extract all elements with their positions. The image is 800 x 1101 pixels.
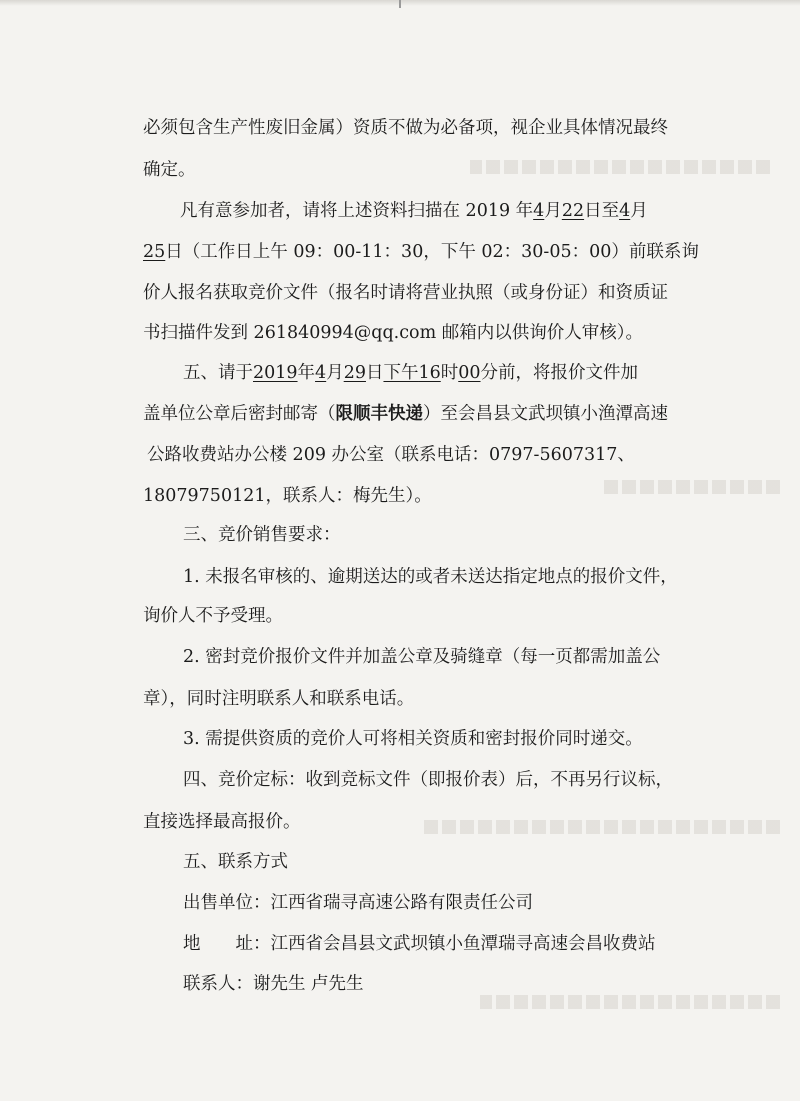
- requirement-2-line-1: 2. 密封竞价报价文件并加盖公章及骑缝章（每一页都需加盖公: [183, 647, 661, 667]
- text: 月: [326, 363, 344, 383]
- contact-address: 地 址：江西省会昌县文武坝镇小鱼潭瑞寻高速会昌收费站: [183, 934, 656, 954]
- text: 日: [365, 363, 384, 383]
- month-start: 4: [533, 201, 545, 221]
- section-award-line-1: 四、竞价定标：收到竞标文件（即报价表）后，不再另行议标，: [183, 770, 673, 790]
- section-heading-contact: 五、联系方式: [183, 852, 288, 872]
- requirement-3: 3. 需提供资质的竞价人可将相关资质和密封报价同时递交。: [183, 729, 643, 749]
- section-award-line-2: 直接选择最高报价。: [143, 812, 301, 832]
- month-end: 4: [619, 201, 631, 221]
- text: 月: [630, 201, 648, 221]
- paragraph-line-2: 确定。: [143, 160, 196, 180]
- bleed-through-1: [470, 160, 770, 174]
- requirement-1-line-1: 1. 未报名审核的、逾期送达的或者未送达指定地点的报价文件，: [183, 567, 678, 587]
- deadline-day: 29: [343, 363, 366, 383]
- text: ）至会昌县文武坝镇小渔潭高速: [423, 404, 668, 424]
- bleed-through-3: [420, 820, 780, 834]
- paragraph-line-10: 18079750121，联系人：梅先生）。: [143, 486, 432, 506]
- deadline-hour: 16: [418, 363, 441, 383]
- deadline-month: 4: [315, 363, 327, 383]
- paragraph-line-8: [143, 402, 668, 426]
- paragraph-line-4: [143, 240, 699, 264]
- paragraph-line-5: 价人报名获取竞价文件（报名时请将营业执照（或身份证）和资质证: [143, 283, 668, 303]
- requirement-1-line-2: 询价人不予受理。: [143, 606, 283, 626]
- courier-emphasis: 限顺丰快递: [335, 404, 423, 424]
- text: 月: [544, 201, 562, 221]
- paragraph-line-9: 公路收费站办公楼 209 办公室（联系电话：0797-5607317、: [147, 445, 635, 465]
- text: 日（工作日上午 09：00-11：30，下午 02：30-05：00）前联系询: [165, 242, 699, 262]
- text: 盖单位公章后密封邮寄（: [143, 404, 336, 424]
- deadline-period: 下午: [383, 363, 419, 383]
- bleed-through-4: [480, 995, 780, 1009]
- paragraph-line-6: 书扫描件发到 261840994@qq.com 邮箱内以供询价人审核）。: [143, 323, 643, 343]
- contact-seller: 出售单位：江西省瑞寻高速公路有限责任公司: [183, 893, 533, 913]
- paragraph-line-1: 必须包含生产性废旧金属）资质不做为必备项，视企业具体情况最终: [143, 118, 668, 138]
- day-start: 22: [561, 201, 585, 221]
- bleed-through-2: [600, 480, 780, 494]
- text: 分前，将报价文件加: [480, 363, 639, 383]
- contact-persons: 联系人：谢先生 卢先生: [183, 974, 364, 994]
- deadline-minute: 00: [458, 363, 481, 383]
- text: 凡有意参加者，请将上述资料扫描在 2019 年: [180, 201, 534, 221]
- paragraph-line-7: [183, 361, 638, 385]
- day-end: 25: [143, 242, 166, 262]
- requirement-2-line-2: 章），同时注明联系人和联系电话。: [143, 689, 415, 709]
- text: 日至: [584, 201, 620, 221]
- paragraph-line-3: [180, 199, 648, 223]
- scan-mark: [399, 0, 401, 8]
- text: 年: [297, 363, 316, 383]
- section-heading-requirements: 三、竞价销售要求：: [183, 525, 341, 545]
- deadline-year: 2019: [253, 363, 298, 383]
- text: 时: [440, 363, 459, 383]
- text: 五、请于: [183, 363, 253, 383]
